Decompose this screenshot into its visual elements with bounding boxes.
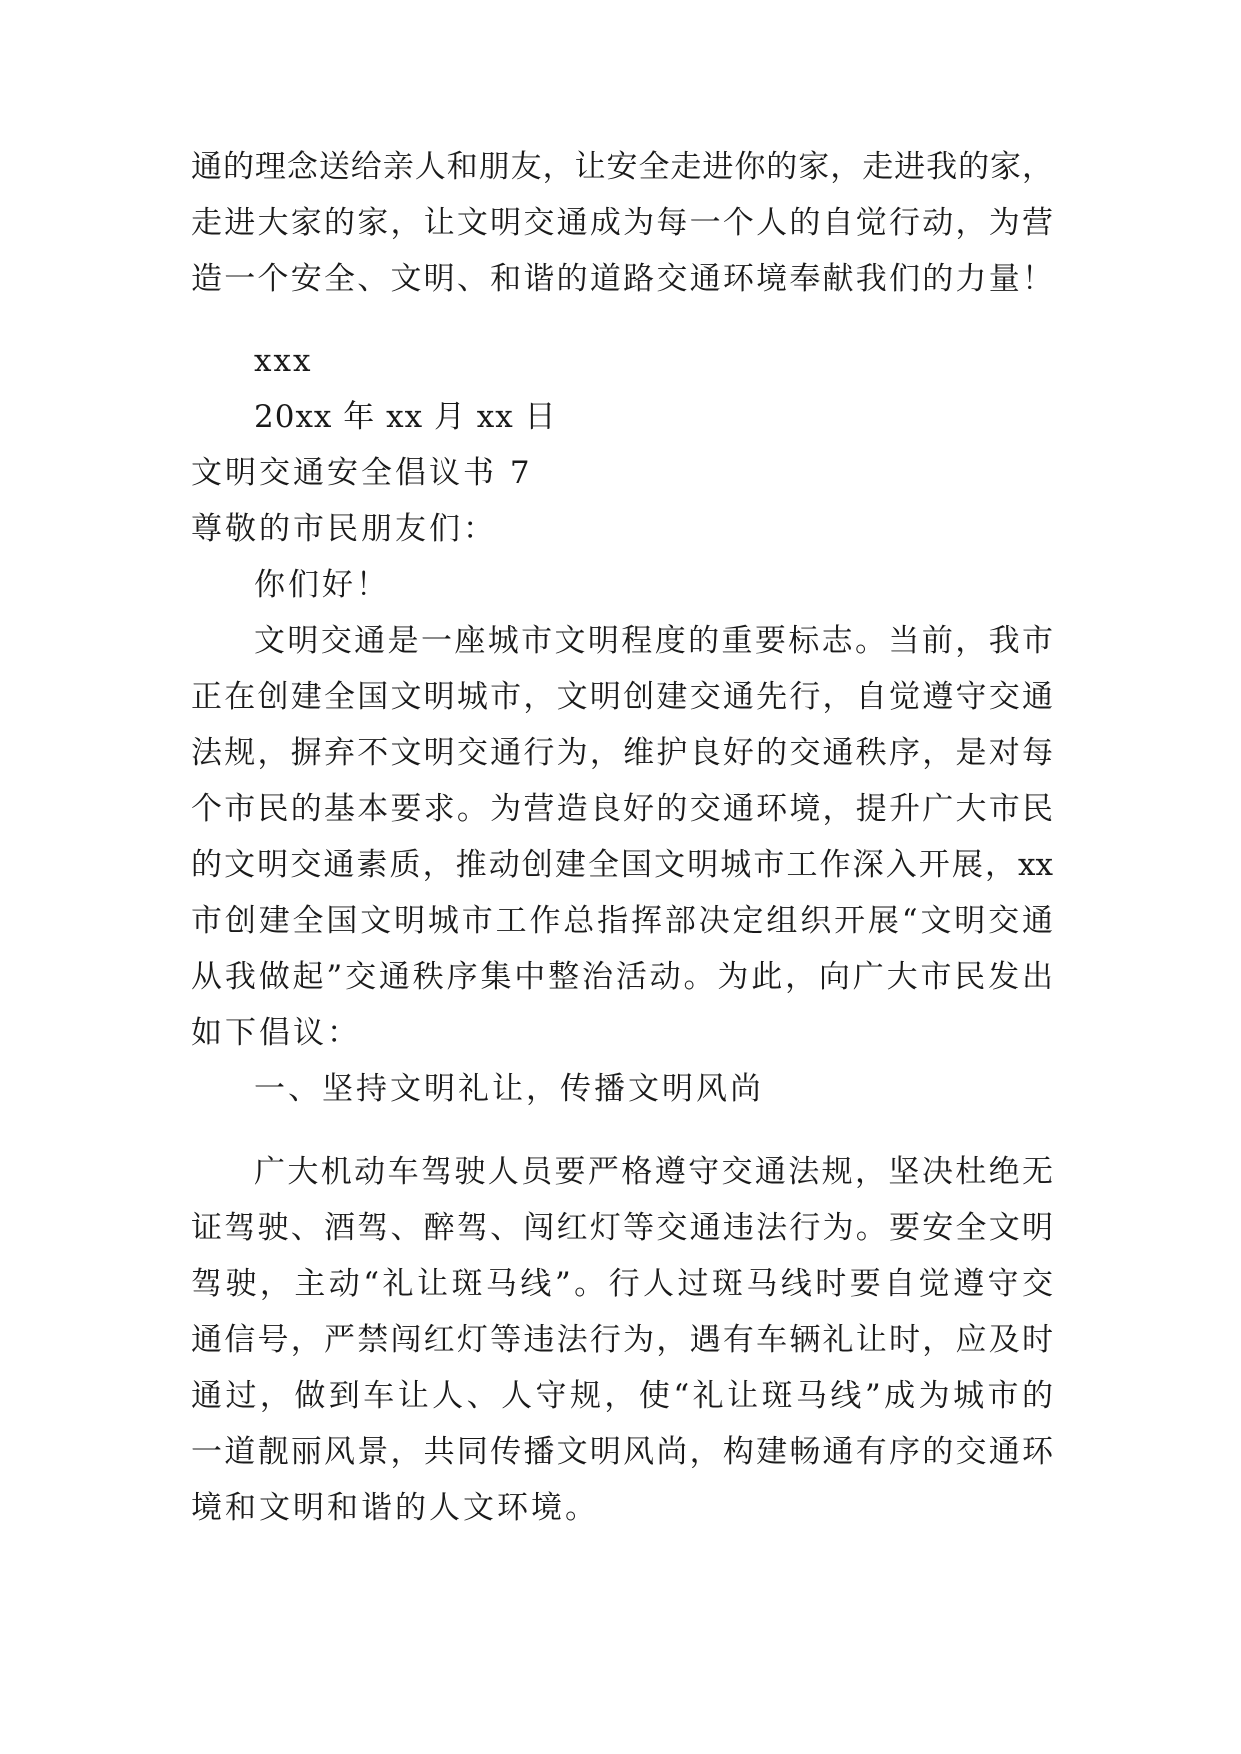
paragraph-line: 造一个安全、文明、和谐的道路交通环境奉献我们的力量！	[191, 261, 1053, 297]
paragraph-line: 证驾驶、酒驾、醉驾、闯红灯等交通违法行为。要安全文明	[191, 1210, 1053, 1246]
paragraph-line: 文明交通是一座城市文明程度的重要标志。当前，我市	[254, 623, 1053, 659]
paragraph-line: 正在创建全国文明城市，文明创建交通先行，自觉遵守交通	[191, 679, 1053, 715]
paragraph-line: 走进大家的家，让文明交通成为每一个人的自觉行动，为营	[191, 205, 1053, 241]
paragraph-line: 广大机动车驾驶人员要严格遵守交通法规，坚决杜绝无	[254, 1154, 1053, 1190]
paragraph-line: 从我做起”交通秩序集中整治活动。为此，向广大市民发出	[191, 959, 1053, 995]
paragraph-line: 法规，摒弃不文明交通行为，维护良好的交通秩序，是对每	[191, 735, 1053, 771]
section-heading: 一、坚持文明礼让，传播文明风尚	[254, 1071, 764, 1107]
section-title: 文明交通安全倡议书 7	[191, 455, 533, 491]
greeting: 你们好！	[254, 567, 390, 603]
paragraph-line: 驾驶，主动“礼让斑马线”。行人过斑马线时要自觉遵守交	[191, 1266, 1053, 1302]
paragraph-line: 境和文明和谐的人文环境。	[191, 1490, 599, 1526]
paragraph-line: 个市民的基本要求。为营造良好的交通环境，提升广大市民	[191, 791, 1053, 827]
paragraph-line: 通的理念送给亲人和朋友，让安全走进你的家，走进我的家，	[191, 149, 1053, 185]
paragraph-line: 一道靓丽风景，共同传播文明风尚，构建畅通有序的交通环	[191, 1434, 1053, 1470]
paragraph-line: 的文明交通素质，推动创建全国文明城市工作深入开展，xx	[191, 847, 1053, 883]
paragraph-line: 如下倡议：	[191, 1015, 361, 1051]
signature-name: xxx	[254, 343, 313, 379]
paragraph-line: 通过，做到车让人、人守规，使“礼让斑马线”成为城市的	[191, 1378, 1053, 1414]
paragraph-line: 通信号，严禁闯红灯等违法行为，遇有车辆礼让时，应及时	[191, 1322, 1053, 1358]
signature-date: 20xx 年 xx 月 xx 日	[254, 399, 557, 435]
salutation: 尊敬的市民朋友们：	[191, 511, 497, 547]
paragraph-line: 市创建全国文明城市工作总指挥部决定组织开展“文明交通	[191, 903, 1053, 939]
